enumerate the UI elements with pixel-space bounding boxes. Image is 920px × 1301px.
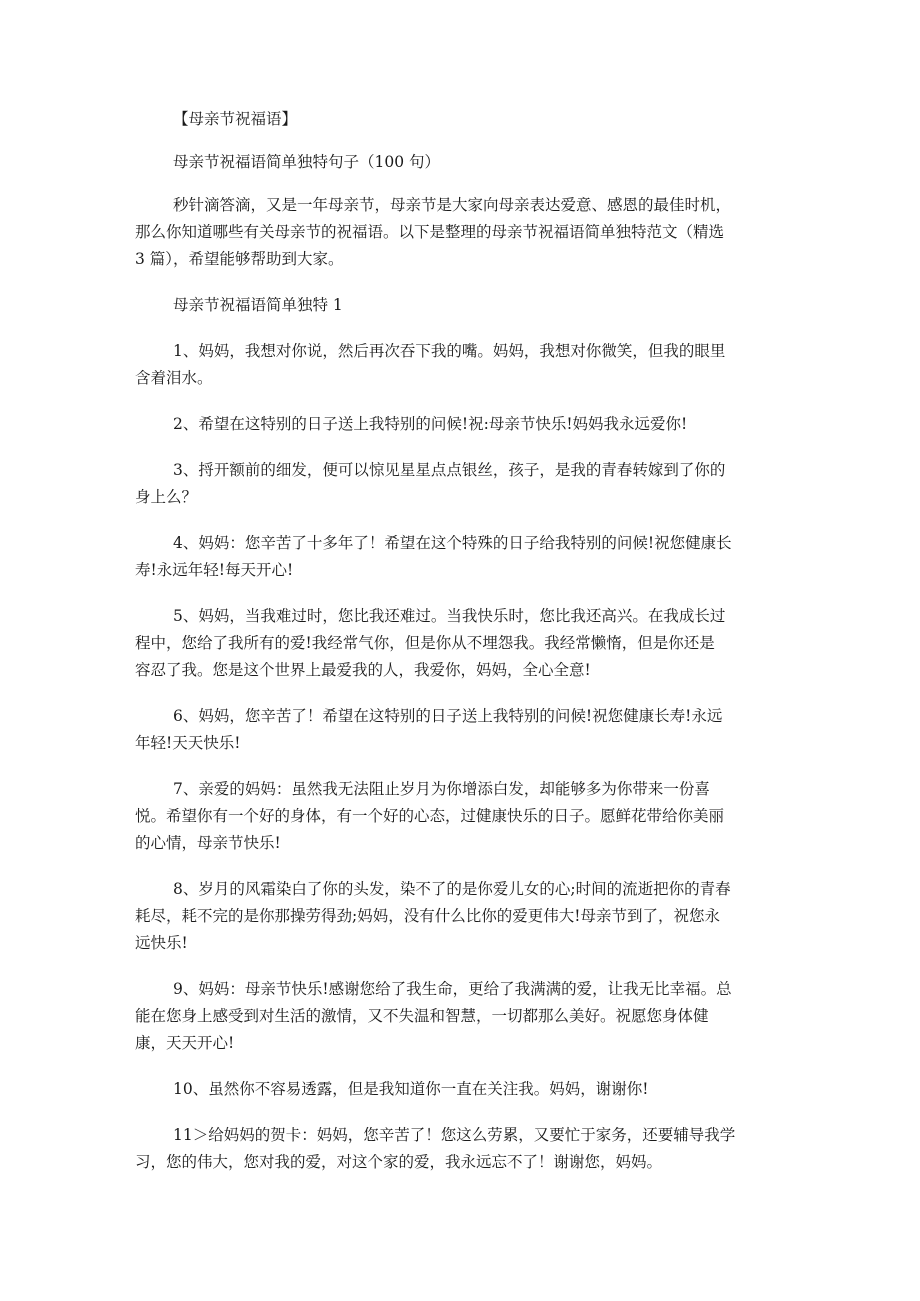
wish-item-2 — [135, 411, 785, 438]
wish-item-6 — [135, 703, 785, 757]
wish-item-4 — [135, 530, 785, 584]
wish-line: 8、岁月的风霜染白了你的头发，染不了的是你爱儿女的心;时间的流逝把你的青春 — [173, 880, 731, 898]
wish-item-11 — [135, 1122, 785, 1176]
wish-line: 含着泪水。 — [135, 369, 213, 387]
wish-item-7 — [135, 776, 785, 857]
wish-item-3 — [135, 457, 785, 511]
wish-line: 6、妈妈，您辛苦了！希望在这特别的日子送上我特别的问候!祝您健康长寿!永远 — [173, 707, 723, 725]
wish-line: 习，您的伟大，您对我的爱，对这个家的爱，我永远忘不了！谢谢您，妈妈。 — [135, 1153, 663, 1171]
wish-line: 能在您身上感受到对生活的激情，又不失温和智慧，一切都那么美好。祝愿您身体健 — [135, 1007, 709, 1025]
wish-line: 年轻!天天快乐! — [135, 734, 241, 752]
wish-item-9 — [135, 976, 785, 1057]
wish-line: 5、妈妈，当我难过时，您比我还难过。当我快乐时，您比我还高兴。在我成长过 — [173, 607, 726, 625]
wish-item-1 — [135, 338, 785, 392]
document-heading: 【母亲节祝福语】 — [173, 110, 298, 128]
wish-item-10 — [135, 1076, 785, 1103]
wish-line: 程中，您给了我所有的爱!我经常气你，但是你从不埋怨我。我经常懒惰，但是你还是 — [135, 634, 715, 652]
wish-line: 的心情，母亲节快乐! — [135, 834, 281, 852]
section-title: 母亲节祝福语简单独特 1 — [173, 296, 343, 314]
wish-line: 9、妈妈：母亲节快乐!感谢您给了我生命，更给了我满满的爱，让我无比幸福。总 — [173, 980, 732, 998]
intro-line: 那么你知道哪些有关母亲节的祝福语。以下是整理的母亲节祝福语简单独特范文（精选 — [135, 223, 725, 241]
wish-line: 耗尽，耗不完的是你那操劳得劲;妈妈，没有什么比你的爱更伟大!母亲节到了，祝您永 — [135, 907, 720, 925]
wish-line: 10、虽然你不容易透露，但是我知道你一直在关注我。妈妈，谢谢你! — [173, 1080, 649, 1098]
document-subtitle: 母亲节祝福语简单独特句子（100 句） — [173, 153, 441, 171]
wish-line: 容忍了我。您是这个世界上最爱我的人，我爱你，妈妈，全心全意! — [135, 661, 591, 679]
wish-line: 11＞给妈妈的贺卡：妈妈，您辛苦了！您这么劳累，又要忙于家务，还要辅导我学 — [173, 1126, 736, 1144]
intro-line: 3 篇），希望能够帮助到大家。 — [135, 250, 344, 268]
wish-line: 康，天天开心! — [135, 1034, 235, 1052]
wish-line: 远快乐! — [135, 934, 188, 952]
wish-line: 悦。希望你有一个好的身体，有一个好的心态，过健康快乐的日子。愿鲜花带给你美丽 — [135, 807, 725, 825]
wish-line: 3、捋开额前的细发，便可以惊见星星点点银丝，孩子，是我的青春转嫁到了你的 — [173, 461, 726, 479]
document-body — [135, 106, 785, 1195]
wish-line: 1、妈妈，我想对你说，然后再次吞下我的嘴。妈妈，我想对你微笑，但我的眼里 — [173, 342, 726, 360]
wish-line: 2、希望在这特别的日子送上我特别的问候!祝:母亲节快乐!妈妈我永远爱你! — [173, 415, 688, 433]
intro-line: 秒针滴答滴，又是一年母亲节，母亲节是大家向母亲表达爱意、感恩的最佳时机， — [173, 196, 732, 214]
wish-line: 寿!永远年轻!每天开心! — [135, 561, 294, 579]
wish-line: 4、妈妈：您辛苦了十多年了！希望在这个特殊的日子给我特别的问候!祝您健康长 — [173, 534, 732, 552]
wish-line: 7、亲爱的妈妈：虽然我无法阻止岁月为你增添白发，却能够多为你带来一份喜 — [173, 780, 710, 798]
wish-item-8 — [135, 876, 785, 957]
intro-paragraph — [135, 192, 785, 273]
wish-item-5 — [135, 603, 785, 684]
wish-line: 身上么？ — [135, 488, 198, 506]
